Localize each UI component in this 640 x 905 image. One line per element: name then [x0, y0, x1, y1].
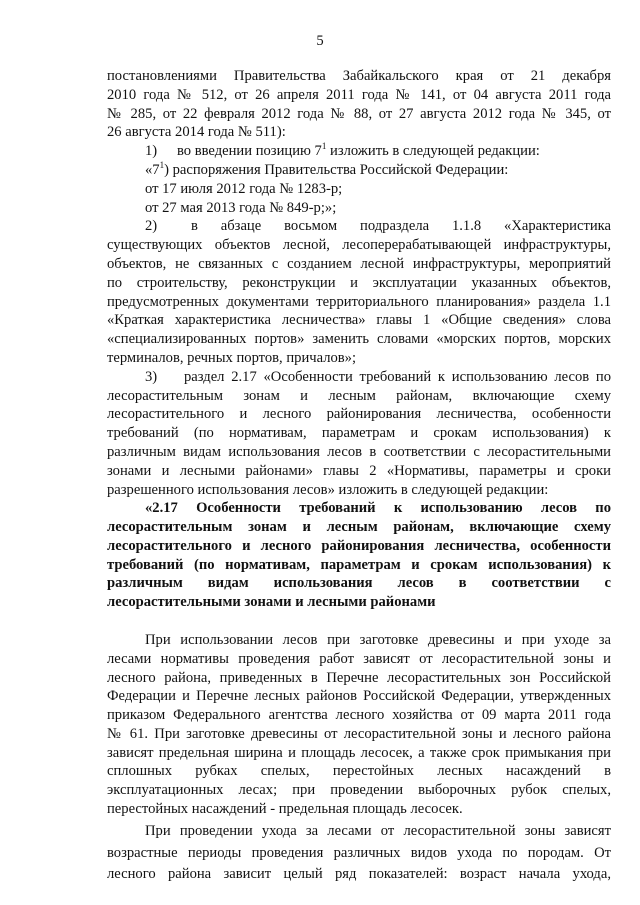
text-line: 2010 года № 512, от 26 апреля 2011 года № 141, от 04 августа 2011 года [107, 86, 611, 103]
text-line: сплошных рубках спелых, перестойных лесных насаждений в [107, 763, 611, 780]
text-line: лесного района зависит целый ряд показателей: возраст начала ухода, [107, 866, 611, 882]
text-line: лесорастительным зонам и лесным районам, включающие схему [107, 387, 611, 404]
superscript: 1 [321, 141, 327, 152]
text-line: № 61. При заготовке древесины от лесорастительной зоны и лесного района [107, 725, 611, 742]
text-line: эксплуатационных лесах; при проведении выборочных рубок спелых, [107, 782, 611, 799]
section-heading-line: лесорастительного и лесного районирования лесничества, особенности [107, 537, 611, 554]
text-line: лесорастительного и лесного районирования лесничества, особенности [107, 406, 611, 423]
text-line: по строительству, реконструкции и эксплуатации указанных объектов, [107, 274, 611, 291]
text-line: «Краткая характеристика лесничества» главы 1 «Общие сведения» слова [107, 312, 611, 329]
list-number: 1) [145, 143, 158, 160]
text-line: различным видам использования лесов в соответствии с лесорастительными [107, 443, 611, 460]
section-heading-line: «2.17 Особенности требований к использованию лесов по [145, 500, 611, 517]
text-line: 26 августа 2014 года № 511): [107, 124, 286, 141]
text-line: объектов, не связанных с созданием лесной инфраструктуры, мероприятий [107, 256, 611, 272]
text-line: во введении позицию $7^1$ изложить в следующей редакции: [177, 141, 540, 160]
text-line: перестойных насаждений - предельная площадь лесосек. [107, 801, 463, 817]
section-heading-line: различным видам использования лесов в соответствии с [107, 575, 611, 592]
text-line: приказом Федерального агентства лесного хозяйства от 09 марта 2011 года [107, 707, 611, 724]
list-number: 3) [145, 368, 158, 385]
text-line: Федерации и Перечне лесных районов Российской Федерации, утвержденных [107, 688, 611, 705]
text-line: «$7^1$) распоряжения Правительства Российской Федерации: [145, 159, 509, 178]
section-heading-line: лесорастительными зонами и лесными районами [107, 594, 436, 611]
text-line: лесами нормативы проведения работ зависят от лесорастительной зоны и [107, 650, 611, 667]
text-line: возрастные периоды проведения различных видов ухода по породам. От [107, 844, 611, 861]
text-line: раздел 2.17 «Особенности требований к использованию лесов по [184, 368, 611, 385]
text-line: существующих объектов лесной, лесоперерабатывающей инфраструктуры, [107, 237, 611, 254]
section-heading-line: требований (по нормативам, параметрам и срокам использования) к [107, 556, 611, 573]
text-line: требований (по нормативам, параметрам и срокам использования) к [107, 425, 611, 442]
text-line: лесного района, приведенных в Перечне лесорастительных зон Российской [107, 669, 611, 686]
section-heading-line: лесорастительным зонам и лесным районам, включающие схему [107, 519, 611, 536]
list-number: 2) [145, 218, 158, 235]
superscript: 1 [159, 159, 165, 170]
text-line: разрешенного использования лесов» изложить в следующей редакции: [107, 481, 549, 498]
text-line: При проведении ухода за лесами от лесорастительной зоны зависят [145, 823, 611, 839]
text-line: от 17 июля 2012 года № 1283-р; [145, 180, 343, 197]
text-line: При использовании лесов при заготовке древесины и при уходе за [145, 631, 611, 648]
text-line: зонами и лесными районами» главы 2 «Нормативы, параметры и сроки [107, 462, 611, 479]
text-line: № 285, от 22 февраля 2012 года № 88, от 27 августа 2012 года № 345, от [107, 105, 611, 122]
text-line: в абзаце восьмом подраздела 1.1.8 «Характеристика [191, 218, 611, 235]
text-line: «специализированных портов» заменить словами «морских портов, морских [107, 331, 611, 348]
text-line: постановлениями Правительства Забайкальского края от 21 декабря [107, 68, 611, 84]
text-line: терминалов, речных портов, причалов»; [107, 349, 357, 366]
page-number: 5 [316, 33, 324, 49]
text-line: предусмотренных документами территориального планирования» раздела 1.1 [107, 293, 611, 310]
text-line: зависят предельная ширина и площадь лесосек, а также срок примыкания при [107, 744, 611, 761]
text-line: от 27 мая 2013 года № 849-р;»; [145, 199, 337, 216]
